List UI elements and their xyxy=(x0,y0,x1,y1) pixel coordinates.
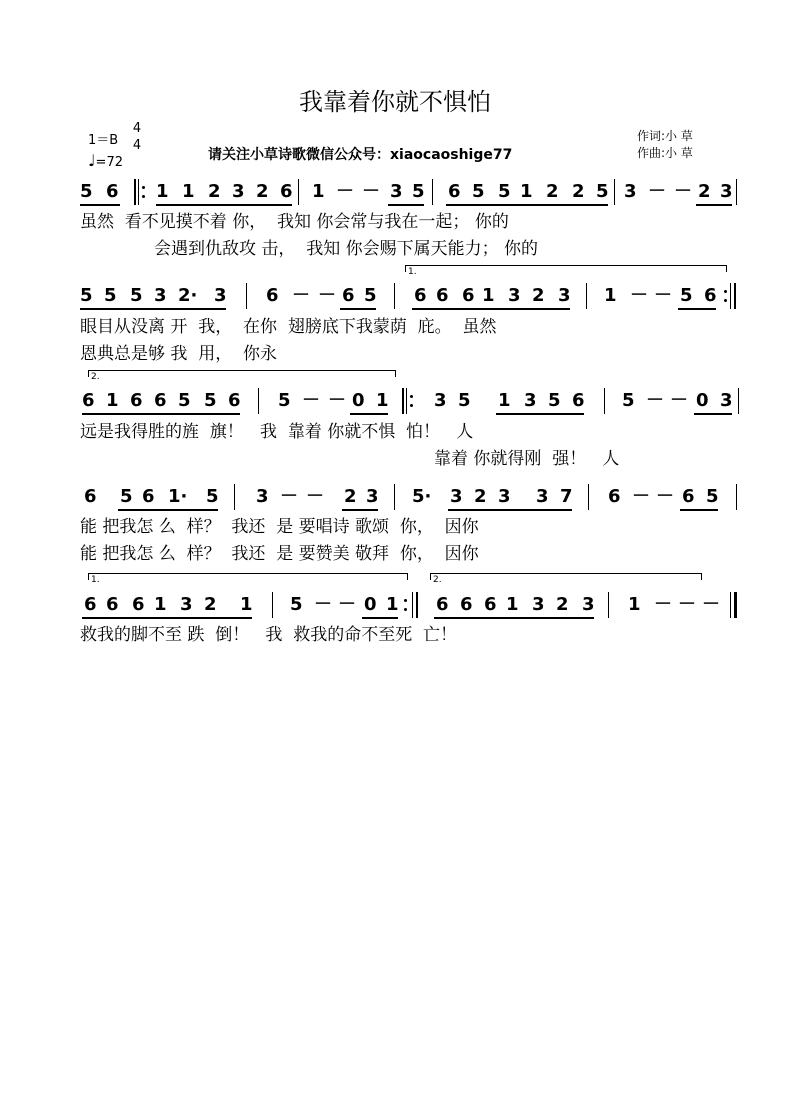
note: 0 xyxy=(364,594,377,615)
note: 3 xyxy=(532,594,545,615)
note: 3 xyxy=(366,486,379,507)
notation-row-3 xyxy=(80,392,740,412)
notation-row-4 xyxy=(80,488,740,508)
note: 1· xyxy=(168,486,188,507)
note: 3 xyxy=(720,390,733,411)
note: 6 xyxy=(106,594,119,615)
beam xyxy=(412,308,570,310)
note: 1 xyxy=(482,285,495,306)
note: 6 xyxy=(682,486,695,507)
note: － xyxy=(302,390,320,411)
note: 6 xyxy=(460,594,473,615)
repeat-dot xyxy=(142,186,145,189)
note: 1 xyxy=(154,594,167,615)
note: 6 xyxy=(142,486,155,507)
note: 3 xyxy=(558,285,571,306)
note: 5 xyxy=(130,285,143,306)
note: 5 xyxy=(204,390,217,411)
note: － xyxy=(338,594,356,615)
note: 2 xyxy=(556,594,569,615)
note: 6 xyxy=(342,285,355,306)
barline xyxy=(234,484,235,510)
tempo-marking xyxy=(88,151,123,170)
volta-label: 1. xyxy=(91,575,100,585)
note: 2 xyxy=(698,181,711,202)
note: 5 xyxy=(178,390,191,411)
repeat-dot xyxy=(142,195,145,198)
note: 3 xyxy=(180,594,193,615)
barline xyxy=(412,592,413,618)
note: 5 xyxy=(412,181,425,202)
note: 6 xyxy=(84,594,97,615)
note: － xyxy=(654,594,672,615)
note: 5 xyxy=(206,486,219,507)
note: 6 xyxy=(280,181,293,202)
note: 5 xyxy=(706,486,719,507)
note: 3 xyxy=(498,486,511,507)
note: 2 xyxy=(204,594,217,615)
note: 5 xyxy=(120,486,133,507)
beam xyxy=(448,509,572,511)
note: 6 xyxy=(484,594,497,615)
tempo-value: =72 xyxy=(95,155,123,170)
note: 5 xyxy=(596,181,609,202)
note: 6 xyxy=(436,594,449,615)
note: 0 xyxy=(696,390,709,411)
note: 5 xyxy=(458,390,471,411)
lyric-line: 远是我得胜的旌 旗！ 我 靠着 你就不惧 怕！ 人 xyxy=(80,422,474,442)
beam xyxy=(446,204,608,206)
lyric-line: 能 把我怎 么 样？ 我还 是 要唱诗 歌颂 你， 因你 xyxy=(80,517,479,537)
note: 3 xyxy=(154,285,167,306)
barline xyxy=(614,179,615,205)
time-signature-bottom: 4 xyxy=(132,138,142,153)
note: 5 xyxy=(290,594,303,615)
note: 1 xyxy=(386,594,399,615)
note: － xyxy=(654,285,672,306)
repeat-barline xyxy=(134,179,136,205)
beam xyxy=(82,617,252,619)
beam xyxy=(680,509,718,511)
beam xyxy=(156,204,292,206)
note: 5 xyxy=(278,390,291,411)
note: 3 xyxy=(256,486,269,507)
note: 0 xyxy=(352,390,365,411)
note: 6 xyxy=(154,390,167,411)
barline xyxy=(588,484,589,510)
volta-label: 2. xyxy=(91,372,100,382)
note: 6 xyxy=(436,285,449,306)
beam xyxy=(82,413,240,415)
note: 6 xyxy=(572,390,585,411)
note: － xyxy=(292,285,310,306)
beam xyxy=(118,509,218,511)
beam xyxy=(80,204,120,206)
lyric-line: 救我的脚不至 跌 倒！ 我 救我的命不至死 亡！ xyxy=(80,625,458,645)
note: － xyxy=(328,390,346,411)
note: 5 xyxy=(548,390,561,411)
note: 3 xyxy=(720,181,733,202)
volta-bracket-1 xyxy=(88,573,408,585)
lyricist-credit: 作词:小 草 xyxy=(637,129,693,143)
note: 1 xyxy=(604,285,617,306)
beam xyxy=(340,308,376,310)
note: 3 xyxy=(524,390,537,411)
note: 1 xyxy=(376,390,389,411)
note: 6 xyxy=(704,285,717,306)
note: 5 xyxy=(680,285,693,306)
note: － xyxy=(670,390,688,411)
beam xyxy=(80,308,226,310)
barline xyxy=(736,179,737,205)
beam xyxy=(694,413,732,415)
note: － xyxy=(678,594,696,615)
note: － xyxy=(336,181,354,202)
lyric-line: 能 把我怎 么 样？ 我还 是 要赞美 敬拜 你， 因你 xyxy=(80,544,479,564)
note: 5 xyxy=(80,181,93,202)
note: 5 xyxy=(104,285,117,306)
lyric-line: 恩典总是够 我 用， 你永 xyxy=(80,344,278,364)
beam xyxy=(342,509,378,511)
repeat-barline xyxy=(734,283,736,309)
note: 2 xyxy=(256,181,269,202)
repeat-dot xyxy=(410,395,413,398)
barline xyxy=(730,592,731,618)
note: 5 xyxy=(80,285,93,306)
note: 1 xyxy=(520,181,533,202)
note: 5 xyxy=(472,181,485,202)
note: － xyxy=(630,285,648,306)
time-signature xyxy=(131,120,143,154)
note: － xyxy=(648,181,666,202)
volta-bracket-2 xyxy=(88,370,396,382)
note: － xyxy=(656,486,674,507)
note: － xyxy=(306,486,324,507)
note: 5 xyxy=(498,181,511,202)
note: 1 xyxy=(182,181,195,202)
note: 6 xyxy=(462,285,475,306)
note: 2 xyxy=(572,181,585,202)
note: 6 xyxy=(84,486,97,507)
quarter-note-icon: ♩ xyxy=(88,151,96,170)
volta-bracket-2 xyxy=(430,573,702,585)
note: 6 xyxy=(106,181,119,202)
beam xyxy=(362,617,398,619)
beam xyxy=(350,413,388,415)
note: － xyxy=(632,486,650,507)
note: 2 xyxy=(532,285,545,306)
barline xyxy=(394,283,395,309)
note: 6 xyxy=(132,594,145,615)
note: 3 xyxy=(232,181,245,202)
note: 6 xyxy=(414,285,427,306)
note: － xyxy=(362,181,380,202)
note: 6 xyxy=(608,486,621,507)
note: 6 xyxy=(266,285,279,306)
note: 3 xyxy=(536,486,549,507)
barline xyxy=(394,484,395,510)
barline xyxy=(738,388,739,414)
note: 3 xyxy=(434,390,447,411)
note: 1 xyxy=(312,181,325,202)
note: 3 xyxy=(624,181,637,202)
beam xyxy=(434,617,594,619)
lyric-line: 眼目从没离 开 我， 在你 翅膀底下我蒙荫 庇。 虽然 xyxy=(80,317,497,337)
note: 2 xyxy=(474,486,487,507)
note: 3 xyxy=(214,285,227,306)
barline xyxy=(258,388,259,414)
notice-text: 请关注小草诗歌微信公众号：xiaocaoshige77 xyxy=(208,147,513,163)
barline xyxy=(432,179,433,205)
lyric-line: 会遇到仇敌攻 击， 我知 你会赐下属天能力； 你的 xyxy=(154,239,539,259)
note: 1 xyxy=(628,594,641,615)
note: 1 xyxy=(240,594,253,615)
volta-label: 1. xyxy=(408,267,417,277)
beam xyxy=(678,308,716,310)
note: 6 xyxy=(130,390,143,411)
barline xyxy=(730,283,731,309)
note: 1 xyxy=(506,594,519,615)
repeat-barline xyxy=(416,592,418,618)
beam xyxy=(696,204,732,206)
notation-row-2 xyxy=(80,287,740,307)
repeat-dot xyxy=(404,599,407,602)
barline xyxy=(586,283,587,309)
note: 7 xyxy=(560,486,573,507)
note: 2 xyxy=(344,486,357,507)
note: 2 xyxy=(208,181,221,202)
repeat-dot xyxy=(724,290,727,293)
note: 5 xyxy=(364,285,377,306)
note: － xyxy=(314,594,332,615)
repeat-barline xyxy=(402,388,404,414)
note: － xyxy=(318,285,336,306)
barline xyxy=(272,592,273,618)
lyric-line: 靠着 你就得刚 强！ 人 xyxy=(434,449,620,469)
note: 1 xyxy=(156,181,169,202)
volta-bracket-1 xyxy=(405,265,727,277)
beam xyxy=(496,413,584,415)
note: － xyxy=(646,390,664,411)
note: 1 xyxy=(106,390,119,411)
barline xyxy=(736,484,737,510)
barline xyxy=(138,179,139,205)
note: 6 xyxy=(448,181,461,202)
note: 1 xyxy=(498,390,511,411)
note: 2· xyxy=(178,285,198,306)
note: 2 xyxy=(546,181,559,202)
note: 6 xyxy=(228,390,241,411)
barline xyxy=(298,179,299,205)
note: 3 xyxy=(582,594,595,615)
note: 3 xyxy=(390,181,403,202)
note: － xyxy=(702,594,720,615)
note: － xyxy=(674,181,692,202)
time-signature-top: 4 xyxy=(132,121,142,136)
note: 3 xyxy=(508,285,521,306)
key-signature: 1＝B xyxy=(88,133,119,148)
repeat-dot xyxy=(410,404,413,407)
final-barline xyxy=(734,592,737,618)
notation-row-5 xyxy=(80,596,740,616)
notation-row-1 xyxy=(80,183,735,203)
note: 5· xyxy=(412,486,432,507)
barline xyxy=(604,388,605,414)
barline xyxy=(406,388,407,414)
volta-label: 2. xyxy=(433,575,442,585)
beam xyxy=(388,204,424,206)
note: 6 xyxy=(82,390,95,411)
note: － xyxy=(280,486,298,507)
note: 3 xyxy=(450,486,463,507)
note: 5 xyxy=(622,390,635,411)
lyric-line: 虽然 看不见摸不着 你， 我知 你会常与我在一起； 你的 xyxy=(80,212,509,232)
notation-data xyxy=(0,1100,1,1101)
barline xyxy=(246,283,247,309)
barline xyxy=(608,592,609,618)
composer-credit: 作曲:小 草 xyxy=(637,146,693,160)
page-title: 我靠着你就不惧怕 xyxy=(299,88,491,116)
repeat-dot xyxy=(404,608,407,611)
repeat-dot xyxy=(724,299,727,302)
notation-row-1-text xyxy=(0,1100,1,1101)
